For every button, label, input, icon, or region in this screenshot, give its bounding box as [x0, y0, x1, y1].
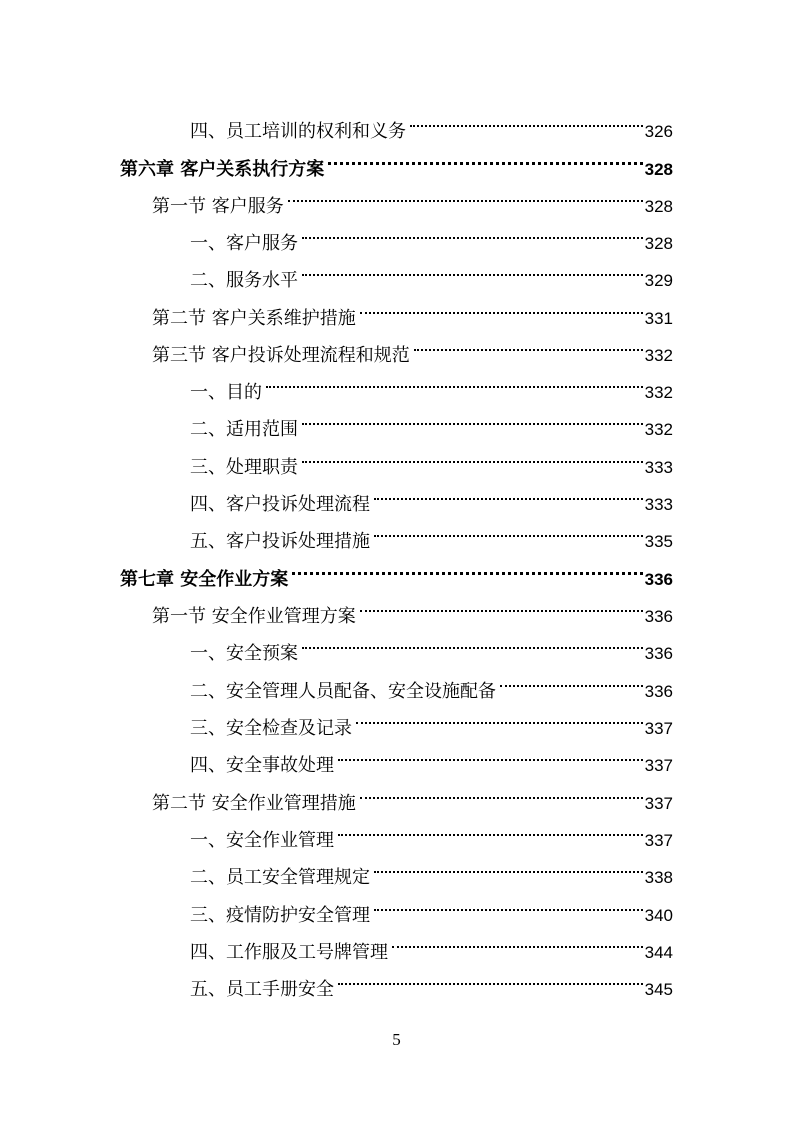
dot-leader [392, 921, 643, 958]
toc-entry-label: 第一节 客户服务 [152, 196, 284, 217]
toc-entry-label: 二、员工安全管理规定 [190, 867, 370, 888]
toc-entry-page: 326 [644, 122, 673, 141]
dot-leader [328, 138, 642, 175]
dot-leader [292, 548, 642, 585]
toc-entry-label: 一、安全作业管理 [190, 830, 334, 851]
dot-leader [374, 510, 643, 547]
toc-entry-label: 第六章 客户关系执行方案 [120, 159, 325, 180]
toc-entry-label: 第七章 安全作业方案 [120, 569, 289, 590]
toc-entry[interactable] [190, 958, 673, 1000]
toc-entry-label: 第三节 客户投诉处理流程和规范 [152, 345, 410, 366]
toc-entry[interactable] [190, 249, 673, 291]
toc-entry-page: 337 [644, 719, 673, 738]
toc-entry-page: 336 [644, 644, 673, 663]
toc-entry-page: 345 [644, 980, 673, 999]
toc-entry-page: 336 [644, 607, 673, 626]
dot-leader [302, 212, 643, 249]
toc-entry[interactable] [190, 510, 673, 552]
toc-entry-label: 一、安全预案 [190, 643, 298, 664]
toc-entry-label: 三、安全检查及记录 [190, 718, 352, 739]
toc-entry[interactable] [190, 846, 673, 888]
dot-leader [360, 287, 643, 324]
toc-entry-page: 332 [644, 420, 673, 439]
dot-leader [288, 175, 643, 212]
toc-entry[interactable] [190, 809, 673, 851]
toc-entry-page: 332 [644, 383, 673, 402]
toc-entry-label: 四、客户投诉处理流程 [190, 494, 370, 515]
toc-entry[interactable] [190, 622, 673, 664]
toc-entry-label: 第一节 安全作业管理方案 [152, 606, 356, 627]
toc-entry-label: 二、服务水平 [190, 270, 298, 291]
toc-entry[interactable] [190, 212, 673, 254]
dot-leader [360, 772, 643, 809]
toc-entry-page: 328 [644, 160, 673, 179]
toc-entry-label: 一、客户服务 [190, 233, 298, 254]
dot-leader [338, 809, 643, 846]
toc-entry-label: 二、适用范围 [190, 419, 298, 440]
toc-section-entry[interactable] [152, 324, 673, 366]
toc-entry-label: 五、员工手册安全 [190, 979, 334, 1000]
toc-chapter-entry[interactable] [120, 138, 673, 180]
toc-section-entry[interactable] [152, 175, 673, 217]
dot-leader [414, 324, 643, 361]
dot-leader [266, 361, 643, 398]
toc-entry-page: 337 [644, 794, 673, 813]
toc-entry-page: 336 [644, 682, 673, 701]
dot-leader [302, 622, 643, 659]
dot-leader [374, 884, 643, 921]
toc-entry[interactable] [190, 361, 673, 403]
toc-entry[interactable] [190, 398, 673, 440]
toc-entry-label: 二、安全管理人员配备、安全设施配备 [190, 681, 496, 702]
dot-leader [338, 958, 643, 995]
toc-chapter-entry[interactable] [120, 548, 673, 590]
toc-entry-label: 四、安全事故处理 [190, 755, 334, 776]
toc-entry-page: 340 [644, 906, 673, 925]
toc-entry-page: 328 [644, 197, 673, 216]
toc-entry-page: 338 [644, 868, 673, 887]
toc-entry-page: 331 [644, 309, 673, 328]
toc-entry-label: 第二节 客户关系维护措施 [152, 308, 356, 329]
toc-entry-page: 335 [644, 532, 673, 551]
toc-entry-label: 四、员工培训的权利和义务 [190, 121, 406, 142]
dot-leader [356, 697, 643, 734]
toc-entry-page: 329 [644, 271, 673, 290]
toc-entry[interactable] [190, 884, 673, 926]
toc-entry[interactable] [190, 921, 673, 963]
toc-entry[interactable] [190, 100, 673, 142]
dot-leader [302, 249, 643, 286]
toc-entry-page: 336 [644, 570, 673, 589]
toc-entry-label: 三、处理职责 [190, 457, 298, 478]
toc-entry-page: 337 [644, 831, 673, 850]
toc-entry[interactable] [190, 697, 673, 739]
toc-entry-page: 328 [644, 234, 673, 253]
dot-leader [302, 436, 643, 473]
toc-entry-page: 337 [644, 756, 673, 775]
toc-entry-page: 332 [644, 346, 673, 365]
toc-entry[interactable] [190, 473, 673, 515]
dot-leader [500, 660, 643, 697]
toc-entry-label: 第二节 安全作业管理措施 [152, 793, 356, 814]
dot-leader [360, 585, 643, 622]
dot-leader [338, 734, 643, 771]
dot-leader [410, 100, 643, 137]
footer-page-number: 5 [392, 1030, 401, 1049]
toc-entry-page: 333 [644, 495, 673, 514]
toc-section-entry[interactable] [152, 585, 673, 627]
toc-section-entry[interactable] [152, 287, 673, 329]
toc-entry-label: 三、疫情防护安全管理 [190, 905, 370, 926]
toc-entry-label: 一、目的 [190, 382, 262, 403]
dot-leader [374, 473, 643, 510]
toc-entry-label: 五、客户投诉处理措施 [190, 531, 370, 552]
dot-leader [374, 846, 643, 883]
toc-entry[interactable] [190, 436, 673, 478]
toc-section-entry[interactable] [152, 772, 673, 814]
toc-entry-label: 四、工作服及工号牌管理 [190, 942, 388, 963]
toc-entry[interactable] [190, 734, 673, 776]
toc-entry-page: 344 [644, 943, 673, 962]
toc-entry[interactable] [190, 660, 673, 702]
dot-leader [302, 398, 643, 435]
toc-entry-page: 333 [644, 458, 673, 477]
